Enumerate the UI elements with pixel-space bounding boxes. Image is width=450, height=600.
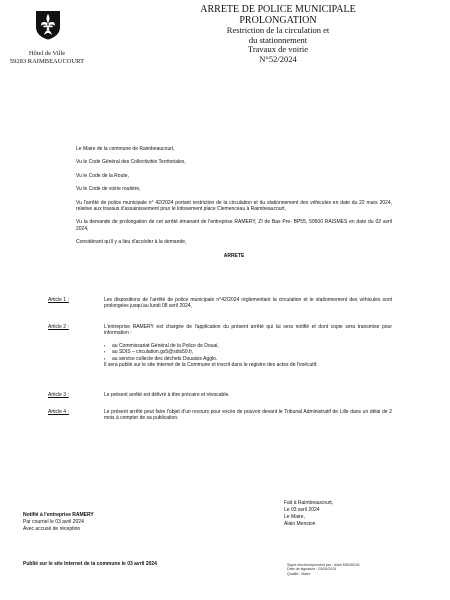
notification-line: Avec accusé de réception: [23, 525, 81, 532]
article-text: Les dispositions de l'arrêté de police municipale n°42/2024 réglementant la circulation et le stationnement des véhicules sont prolongées jusqu'au lundi 08 avril 2024,: [104, 297, 392, 310]
preamble-paragraph: Le Maire de la commune de Raimbeaucourt,: [76, 146, 175, 152]
preamble-paragraph: Considérant qu'il y a lieu d'accéder à la demande,: [76, 239, 187, 246]
title-line: PROLONGATION: [239, 14, 317, 26]
signature-meta: Qualité : Maire: [287, 571, 311, 576]
preamble: [76, 146, 392, 266]
list-item: ▪ au SDIS – circulation.gs5@sdis59.fr,: [104, 349, 392, 355]
signature-block: [284, 500, 333, 528]
article-label: Article 3 :: [48, 392, 69, 398]
notification-block: [23, 512, 94, 532]
preamble-paragraph: Vu le Code de la Route,: [76, 172, 129, 179]
notification-line: Notifié à l'entreprise RAMERY: [23, 512, 94, 518]
notification-line: Par courriel le 03 avril 2024: [23, 518, 84, 525]
title-line: ARRETE DE POLICE MUNICIPALE: [200, 4, 356, 15]
list-item: ▪ au service collecte des déchets Douaisis Agglo.: [104, 356, 392, 362]
signature-line: Fait à Raimbeaucourt,: [284, 500, 334, 506]
mairie-line: Hôtel de Ville: [28, 50, 66, 57]
article-body: [104, 324, 392, 368]
publication-note: Publié sur le site Internet de la commune le 03 avril 2024: [23, 561, 157, 567]
preamble-paragraph: Vu l'arrêté de police municipale n° 42/2024 portant restriction de la circulation et du stationnement des véhicules en date du 22 mars 2024, relative aux travaux d'assainissement pour le lotissement place Clemenceau à Raimbeaucourt,: [76, 199, 392, 213]
article-text: L'entreprise RAMERY est chargée de l'application du présent arrêté qui lui sera notifié et dont copie sera transmise pour information :: [104, 324, 392, 337]
signature-date: Le 03 avril 2024: [284, 507, 320, 513]
article-text: Le présent arrêté est délivré à titre précaire et révocable.: [104, 392, 230, 398]
arrete-number: N°52/2024: [259, 53, 297, 64]
mairie-address: [4, 50, 90, 66]
preamble-paragraph: Vu la demande de prolongation de cet arrêté émanant de l'entreprise RAMERY, ZI de Bas Pre- BP55, 59500 RAISMES en date du 02 avril 2024,: [76, 219, 392, 232]
article-label: Article 2 :: [48, 324, 69, 330]
document-title: [196, 5, 360, 64]
recipient-list: [104, 343, 392, 362]
signatory-name: Alain Mension: [284, 521, 316, 527]
signature-line: Le Maire,: [284, 514, 305, 520]
electronic-signature: [287, 563, 360, 576]
article-text: Le présent arrêté peut faire l'objet d'un recours pour excès de pouvoir devant le Tribunal Administratif de Lille dans un délai de 2 mois à compter de sa publication.: [104, 409, 392, 422]
preamble-paragraph: Vu le Code Général des Collectivités Territoriales,: [76, 159, 186, 166]
title-line: Restriction de la circulation et: [226, 25, 330, 35]
article-label: Article 1 :: [48, 297, 69, 303]
title-line: Travaux de voirie: [247, 44, 309, 54]
arrete-heading: ARRETE: [223, 252, 245, 259]
fleur-de-lis-shield-icon: [35, 10, 61, 40]
article-label: Article 4 :: [48, 409, 69, 415]
signature-meta: Date de signature : 03/04/2024: [287, 567, 337, 572]
title-line: du stationnement: [248, 34, 308, 45]
list-item: ▪ au Commissariat Général de la Police de Douai,: [104, 343, 392, 349]
article-text: Il sera publié sur le site Internet de la Commune et inscrit dans le registre des actes de l'exécutif.: [104, 362, 318, 369]
mairie-city: 59283 RAIMBEAUCOURT: [9, 58, 85, 65]
signature-meta: Signé électroniquement par : Alain MENSION: [287, 563, 360, 567]
preamble-paragraph: Vu le Code de voirie routière,: [76, 186, 141, 193]
